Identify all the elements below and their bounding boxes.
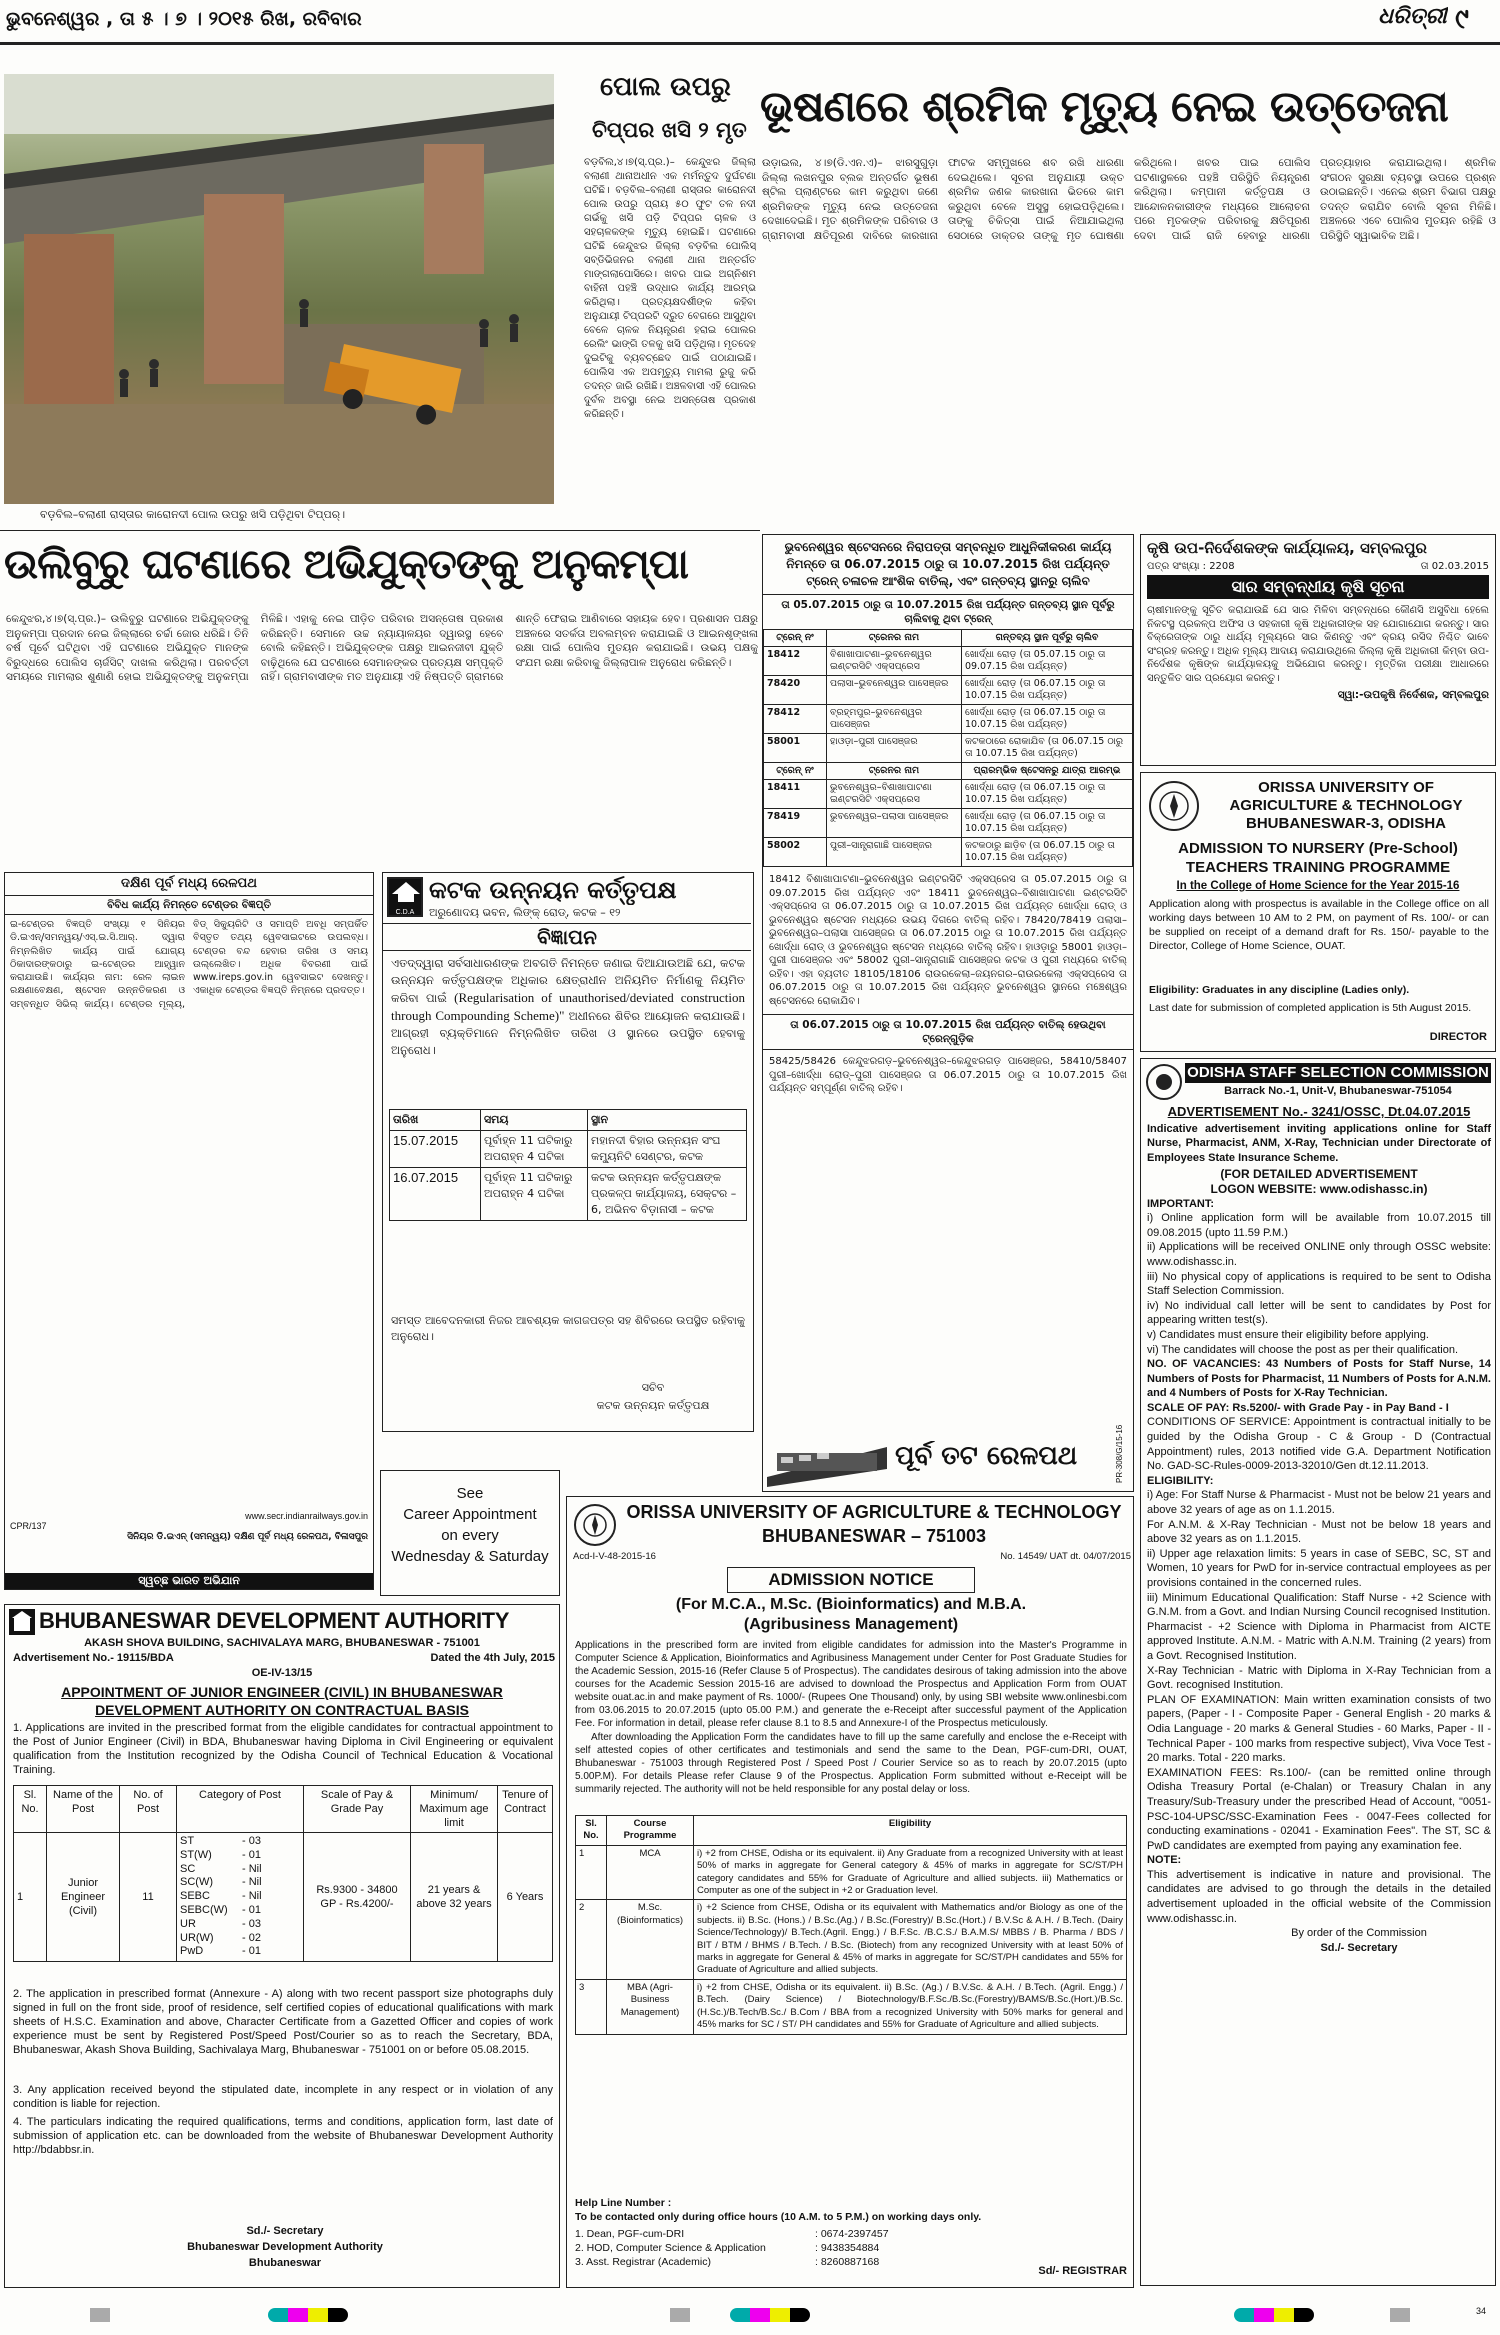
table-row: 18411 ଭୁବନେଶ୍ୱର–ବିଶାଖାପାଟଣା ଇଣ୍ଟରସିଟି ଏକ୍ସପ୍ରେସ ଖୋର୍ଦ୍ଧା ରୋଡ଼ (ତା 06.07.15 ଠାରୁ ତା 10.07.15 ରିଖ ପର୍ଯ୍ୟନ୍ତ) <box>764 780 1133 809</box>
th-elig: Eligibility <box>694 1816 1127 1846</box>
th-train-note: ଗନ୍ତବ୍ୟ ସ୍ଥାନ ପୂର୍ବରୁ ଚାଲିବ <box>961 630 1132 647</box>
photo-caption: ବଡ଼ବିଲ–ବଲାଣୀ ରାସ୍ତାର କାରୋନଦୀ ପୋଲ ଉପରୁ ଖସି ପଡ଼ିଥିବା ଟିପ୍ପର୍‌। <box>40 508 346 521</box>
table-row: 18412 ବିଶାଖାପାଟଣା–ଭୁବନେଶ୍ୱର ଇଣ୍ଟରସିଟି ଏକ୍ସପ୍ରେସ ଖୋର୍ଦ୍ଧା ରୋଡ଼ (ତା 05.07.15 ଠାରୁ ତା 09.07.15 ରିଖ ପର୍ଯ୍ୟନ୍ତ) <box>764 647 1133 676</box>
ouat-help-head: Help Line Number : <box>575 2197 672 2209</box>
ossc-imp: IMPORTANT: <box>1147 1197 1215 1210</box>
krushi-memo-date: ତା 02.03.2015 <box>1420 561 1489 572</box>
ouat-adm-notice: ADMISSION NOTICE <box>727 1567 975 1593</box>
bda-p4: 4. The particulars indicating the required qualifications, terms and conditions, application form, last date of submission of application etc. can be downloaded from the website of Bhubaneswar Development Authority http://bdabbsr.in. <box>13 2116 553 2156</box>
th-time: ସମୟ <box>481 1110 588 1131</box>
ossc-title: ODISHA STAFF SELECTION COMMISSION <box>1185 1063 1491 1083</box>
secr-banner: ସ୍ୱଚ୍ଛ ଭାରତ ଅଭିଯାନ <box>5 1573 373 1589</box>
table-row: 3 MBA (Agri-Business Management) i) +2 from CHSE, Odisha or its equivalent. ii) B.Sc. (Ag.) / B.V.Sc. & A.H. / B.Tech. (Agril. Engg.) / B.Tech. (Dairy Science) / Biotechnology/B.F.Sc./B.Sc.(Forestry)/BAMS/B.Sc.(Hort.)/B.Sc.(H.Sc.)/B.Tech/B.Sc./ B.Com / BBA from a recognized University with 50% marks for general and 45% marks for SC / ST/ PH candidates and 55% for Graduate of Agriculture and allied subjects. <box>576 1979 1127 2034</box>
footer-page: 34 <box>1476 2306 1487 2316</box>
table-row: 1 MCA i) +2 from CHSE, Odisha or its equivalent. ii) Any Graduate from a recognized University with at least 50% of marks in aggregate for General category & 45% of marks in aggregate for SC/ST/PH category candidates and 55% for Graduate of Agriculture and allied subjects. iii) Mathematics or Computer as one of the subject in +2 or Graduation level. <box>576 1845 1127 1900</box>
krushi-notice <box>1140 534 1496 766</box>
secr-tender-notice <box>4 872 374 1590</box>
accident-photo <box>4 74 554 504</box>
ossc-addr: Barrack No.-1, Unit-V, Bhubaneswar-751054 <box>1224 1085 1452 1097</box>
ouat-nursery-head-2: TEACHERS TRAINING PROGRAMME <box>1185 859 1451 876</box>
ouat-contact: 1. Dean, PGF-cum-DRI : 0674-2397457 2. HOD, Computer Science & Application : 9438354884 3. Asst. Registrar (Academic) : 8260887168 <box>575 2228 889 2268</box>
ouat-help-sub: To be contacted only during office hours (10 A.M. to 5 P.M.) on working days only. <box>575 2211 982 2223</box>
ossc-scale: SCALE OF PAY: Rs.5200/- with Grade Pay - in Pay Band - I <box>1147 1401 1449 1414</box>
ouat-adm-table <box>575 1815 1127 2035</box>
registration-mark <box>1390 2308 1410 2322</box>
cda-table <box>389 1109 747 1221</box>
secr-web: www.secr.indianrailways.gov.in <box>245 1511 368 1521</box>
bda-title: BHUBANESWAR DEVELOPMENT AUTHORITY <box>39 1608 509 1633</box>
ossc-by: By order of the Commission <box>1291 1927 1427 1940</box>
krushi-body: ଚାଷୀମାନଙ୍କୁ ସୂଚିତ କରାଯାଉଛି ଯେ ସାର ମିଳିବା ସମ୍ବନ୍ଧରେ କୌଣସି ଅସୁବିଧା ହେଲେ ନିକଟସ୍ଥ ପ୍ରକଳ୍ପ ଅଫିସ ଓ ସହକାରୀ କୃଷି ଅଧିକାରୀଙ୍କ ସହ ଯୋଗାଯୋଗ କରନ୍ତୁ। ସାର ବିକ୍ରେତାଙ୍କ ଠାରୁ ଧାର୍ଯ୍ୟ ମୂଲ୍ୟରେ ସାର କିଣନ୍ତୁ ଏବଂ କ୍ରୟ ରସିଦ ନିଶ୍ଚିତ ଭାବେ ସଂଗ୍ରହ କରନ୍ତୁ। ଅଧିକ ମୂଲ୍ୟ ଆଦାୟ କରାଯାଉଥିଲେ ଜିଲ୍ଲା କୃଷି ଅଧିକାରୀ କିମ୍ବା ଉପ-ନିର୍ଦେଶକ କୃଷିଙ୍କ କାର୍ଯ୍ୟାଳୟକୁ ଅଭିଯୋଗ କରନ୍ତୁ। ମୃତ୍ତିକା ପରୀକ୍ଷା ଆଧାରରେ ସନ୍ତୁଳିତ ସାର ପ୍ରୟୋଗ କରନ୍ତୁ। <box>1147 605 1489 684</box>
cda-notice: ବିଜ୍ଞାପନ <box>383 923 751 951</box>
ouat-nursery-org-1: ORISSA UNIVERSITY OF <box>1258 779 1434 796</box>
bda-dated: Dated the 4th July, 2015 <box>430 1652 555 1664</box>
ouat-adm-logo-icon <box>573 1503 617 1547</box>
ouat-adm-sub-2: (Agribusiness Management) <box>743 1616 959 1633</box>
story2-headline: ଭୂଷଣରେ ଶ୍ରମିକ ମୃତ୍ୟୁ ନେଇ ଉତ୍ତେଜନା <box>760 82 1448 132</box>
see-line-3: on every <box>441 1527 499 1544</box>
railway-pr: PR-308/G/15-16 <box>1115 1424 1124 1483</box>
railway-notice <box>762 534 1134 1492</box>
th-sl: Sl. No. <box>576 1816 607 1846</box>
secr-subtitle: ବିବିଧ କାର୍ଯ୍ୟ ନିମନ୍ତେ ଟେଣ୍ଡର ବିଜ୍ଞପ୍ତି <box>5 896 373 915</box>
th-place: ସ୍ଥାନ <box>588 1110 747 1131</box>
ossc-elig: For A.N.M. & X-Ray Technician - Must not be below 18 years and above 32 years as on 1.1.2015. <box>1147 1518 1491 1546</box>
story3-headline: ଉଲିବୁରୁ ଘଟଣାରେ ଅଭିଯୁକ୍ତଙ୍କୁ ଅନୁକମ୍ପା <box>4 540 688 588</box>
bda-adv-no: Advertisement No.- 19115/BDA <box>13 1652 174 1664</box>
secr-body: ଇ-ଟେଣ୍ଡର ବିଜ୍ଞପ୍ତି ସଂଖ୍ୟା ୧ ସିନିୟର ଡି.ଇଏନ୍‌/ସମନ୍ୱୟ/ଏସ୍‌.ଇ.ସି.ଆର୍‌. ଦ୍ୱାରା ନିମ୍ନଲିଖିତ କାର୍ଯ୍ୟ ପାଇଁ ଯୋଗ୍ୟ ଠିକାଦାରଙ୍କଠାରୁ ଇ-ଟେଣ୍ଡର ଆହ୍ୱାନ କରାଯାଉଛି। କାର୍ଯ୍ୟର ନାମ: ରେଳ ଲାଇନ ରକ୍ଷଣାବେକ୍ଷଣ, ଷ୍ଟେସନ ଉନ୍ନତିକରଣ ଓ ସମ୍ବନ୍ଧିତ ସିଭିଲ୍‌ କାର୍ଯ୍ୟ। ଟେଣ୍ଡର ମୂଲ୍ୟ, ବିଡ୍‌ ସିକ୍ୟୁରିଟି ଓ ସମାପ୍ତି ଅବଧି ସମ୍ପର୍କିତ ବିସ୍ତୃତ ତଥ୍ୟ ୱେବସାଇଟରେ ଉପଲବ୍ଧ। ଟେଣ୍ଡର ବନ୍ଦ ହେବାର ତାରିଖ ଓ ସମୟ ଉଲ୍ଲେଖିତ। ଅଧିକ ବିବରଣୀ ପାଇଁ www.ireps.gov.in ୱେବସାଇଟ ଦେଖନ୍ତୁ। ଏକାଧିକ ଟେଣ୍ଡର ବିଜ୍ଞପ୍ତି ନିମ୍ନରେ ପ୍ରଦତ୍ତ। <box>10 919 368 1010</box>
ossc-ad <box>1140 1058 1496 2286</box>
krushi-subtitle: ସାର ସମ୍ବନ୍ଧୀୟ କୃଷି ସୂଚନା <box>1147 575 1489 599</box>
ouat-logo-icon <box>1147 779 1201 833</box>
table-row: 78419 ଭୁବନେଶ୍ୱର–ପଲାସା ପାସେଞ୍ଜର ଖୋର୍ଦ୍ଧା ରୋଡ଼ (ତା 06.07.15 ଠାରୁ ତା 10.07.15 ରିଖ ପର୍ଯ୍ୟନ୍ତ) <box>764 809 1133 838</box>
cda-logo-text: C.D.A <box>395 909 415 916</box>
ouat-nursery-head-3: In the College of Home Science for the Year 2015-16 <box>1176 880 1460 892</box>
ossc-elig-head: ELIGIBILITY: <box>1147 1474 1214 1487</box>
railway-sec1: ତା 05.07.2015 ଠାରୁ ତା 10.07.2015 ରିଖ ପର୍ଯ୍ୟନ୍ତ ଗନ୍ତବ୍ୟ ସ୍ଥାନ ପୂର୍ବରୁ ଚାଲିବାକୁ ଥିବା ଟ୍ରେନ୍ <box>781 599 1115 625</box>
table-row: 58001 ହାଓଡ଼ା–ପୁରୀ ପାସେଞ୍ଜର କଟକଠାରେ ରୋକାଯିବ (ତା 06.07.15 ଠାରୁ ତା 10.07.15 ରିଖ ପର୍ଯ୍ୟନ୍ତ) <box>764 734 1133 763</box>
th-course: Course Programme <box>607 1816 694 1846</box>
ouat-admission-ad <box>566 1496 1134 2288</box>
ouat-adm-ref: Acd-I-V-48-2015-16 <box>573 1551 656 1562</box>
secr-sign: ସିନିୟର ଡି.ଇଏନ୍‌ (ସମନ୍ୱୟ) ଦକ୍ଷିଣ ପୂର୍ବ ମଧ୍ୟ ରେଳପଥ, ବିଳାସପୁର <box>127 1532 368 1542</box>
bda-sign-1: Sd./- Secretary <box>246 2225 324 2237</box>
ouat-adm-body: Applications in the prescribed form are invited from eligible candidates for admission into the Master's Programme in Computer Science & Application, Bioinformatics and Agribusiness Management under Center for Post Graduate Studies for the Academic Session, 2015-16 (Refer Clause 5 of Prospectus). The candidates desirous of taking admission into the above courses for the Academic Session 2015-16 are advised to download the Prospectus and Application Form from OUAT website ouat.ac.in and make payment of Rs. 1000/- (Rupees One Thousand) only, by using SBI website www.onlinesbi.com from 03.06.2015 to 20.07.2015 (upto 05.00 P.M.) and generate the e-Receipt after successful payment of the Application Fee. For information in detail, please refer clause 8.1 to 8.5 and Annexure-I of the Prospectus meticulously. <box>575 1640 1127 1729</box>
ossc-exam: PLAN OF EXAMINATION: Main written examination consists of two papers, (Paper - I - Composite Paper - General English - 20 marks & Odia Language - 20 marks & General Studies - 60 Marks, Paper - II - Technical Paper - 100 marks from respective subject), Viva Voce Test - 20 marks. Total - 220 marks. <box>1147 1693 1491 1765</box>
registration-mark <box>1234 2308 1314 2322</box>
ossc-intro: Indicative advertisement inviting applications online for Staff Nurse, Pharmacist, ANM, X-Ray, Technician under Directorate of Employees State Insurance Scheme. <box>1147 1122 1491 1164</box>
train-illustration <box>767 1417 887 1487</box>
dateline: ଭୁବନେଶ୍ୱର , ତା ୫ । ୭ । ୨୦୧୫ ରିଖ, ରବିବାର <box>6 8 362 30</box>
railway-para2: 58425/58426 କେନ୍ଦୁଝରଗଡ଼–ଭୁବନେଶ୍ୱର–କେନ୍ଦୁଝରଗଡ଼ ପାସେଞ୍ଜର, 58410/58407 ପୁରୀ–ଖୋର୍ଦ୍ଧା ରୋଡ୍–ପୁରୀ ପାସେଞ୍ଜର ତା 06.07.2015 ଠାରୁ ତା 10.07.2015 ରିଖ ପର୍ଯ୍ୟନ୍ତ ସମ୍ପୂର୍ଣ୍ଣ ବାତିଲ୍ ରହିବ। <box>769 1056 1127 1094</box>
ossc-point: iii) No physical copy of applications is required to be sent to Odisha Staff Selection Commission. <box>1147 1270 1491 1298</box>
page-number: ୯ <box>1455 2 1469 35</box>
ouat-adm-sub-1: (For M.C.A., M.Sc. (Bioinformatics) and M.B.A. <box>675 1596 1027 1613</box>
railway-sec3: ତା 06.07.2015 ଠାରୁ ତା 10.07.2015 ରିଖ ପର୍ଯ୍ୟନ୍ତ ବାତିଲ୍ ହେଉଥିବା ଟ୍ରେନ୍‌ଗୁଡ଼ିକ <box>763 1014 1133 1050</box>
registration-mark <box>670 2308 690 2322</box>
table-row: 15.07.2015 ପୂର୍ବାହ୍ନ 11 ଘଟିକାରୁ ଅପରାହ୍ନ 4 ଘଟିକା ମହାନଦୀ ବିହାର ଉନ୍ନୟନ ସଂଘ କମ୍ୟୁନିଟି ସେଣ୍ଟର, କଟକ <box>390 1131 747 1168</box>
bda-sign-2: Bhubaneswar Development Authority <box>187 2241 383 2253</box>
secr-title: ଦକ୍ଷିଣ ପୂର୍ବ ମଧ୍ୟ ରେଳପଥ <box>5 873 373 896</box>
bda-category-list: ST - 03 ST(W) - 01 SC - Nil SC(W) - Nil SEBC - Nil SEBC(W) - 01 UR - 03 UR(W) - 02 PwD - 01 <box>177 1833 304 1962</box>
table-row: 2 M.Sc. (Bioinformatics) i) +2 Science from CHSE, Odisha or its equivalent with Mathematics and/or Biology as one of the subjects. ii) B.Sc. (Hons.) / B.Sc.(Ag.) / B.Sc.(Forestry)/ B.Sc.(Hort.) / B.V.Sc & A.H. / B.Tech. (Dairy Science/Technology)/ B.Tech.(Agril. Engg.) / B.F.Sc. /B.C.S./ B.A.M.S/ MBBS / B. Pharma / BDS / BIT / BTM / BHMS / B.Tech. / B.Sc. (Biotech) from any recognized University with at least 50% of marks in aggregate for General & 45% of marks in aggregate for SC/ST/PH candidates and 55% for Graduate of Agriculture and allied subjects. <box>576 1900 1127 1979</box>
masthead <box>0 0 1500 42</box>
ouat-adm-no: No. 14549/ UAT dt. 04/07/2015 <box>1000 1551 1131 1562</box>
railway-brand: ପୂର୍ବ ତଟ ରେଳପଥ <box>895 1441 1078 1471</box>
th-train-name: ଟ୍ରେନର ନାମ <box>827 630 962 647</box>
registration-mark <box>730 2308 810 2322</box>
ossc-adv: ADVERTISEMENT No.- 3241/OSSC, Dt.04.07.2015 <box>1167 1104 1471 1119</box>
cda-body-1: ଏତଦ୍‌ଦ୍ୱାରା ସର୍ବସାଧାରଣଙ୍କ ଅବଗତି ନିମନ୍ତେ ଜଣାଇ ଦିଆଯାଉଅଛି ଯେ, କଟକ ଉନ୍ନୟନ କର୍ତ୍ତୃପକ୍ଷଙ୍କ ଅଧିକାର କ୍ଷେତ୍ରାଧୀନ ଅନିୟମିତ ନିର୍ମାଣକୁ ନିୟମିତ କରିବା ପାଇଁ <box>391 956 745 1005</box>
accident-photo-illustration <box>4 74 554 504</box>
th-date: ତାରିଖ <box>390 1110 481 1131</box>
krushi-title: କୃଷି ଉପ-ନିର୍ଦେଶକଙ୍କ କାର୍ଯ୍ୟାଳୟ, ସମ୍ବଲପୁର <box>1147 539 1427 557</box>
story1-kicker-2: ଚିପ୍ପର ଖସି ୨ ମୃତ <box>592 118 747 142</box>
bda-head-1: APPOINTMENT OF JUNIOR ENGINEER (CIVIL) IN BHUBANESWAR <box>61 1684 503 1700</box>
registration-mark <box>90 2308 110 2322</box>
ossc-vacancies: NO. OF VACANCIES: 43 Numbers of Posts for Staff Nurse, 14 Numbers of Posts for Pharmacist, 11 Numbers of Posts for A.N.M. and 4 Numbers of Posts for X-Ray Technician. <box>1147 1358 1491 1400</box>
krushi-sign: ସ୍ୱା:-ଉପକୃଷି ନିର୍ଦେଶକ, ସମ୍ବଲପୁର <box>1337 689 1489 701</box>
see-line-1: See <box>456 1485 484 1502</box>
secr-cpr: CPR/137 <box>10 1521 47 1531</box>
railway-title: ଭୁବନେଶ୍ୱର ଷ୍ଟେସନରେ ନିରାପତ୍ତା ସମ୍ବନ୍ଧିତ ଆଧୁନିକୀକରଣ କାର୍ଯ୍ୟ ନିମନ୍ତେ ତା 06.07.2015 ଠାରୁ ତା 10.07.2015 ରିଖ ପର୍ଯ୍ୟନ୍ତ ଟ୍ରେନ୍ ଚଳାଚଳ ଆଂଶିକ ବାତିଲ୍, ଏବଂ ଗନ୍ତବ୍ୟ ସ୍ଥାନରୁ ଚାଲିବ <box>763 535 1133 595</box>
table-row: 78412 ବ୍ରହ୍ମପୁର–ଭୁବନେଶ୍ୱର ପାସେଞ୍ଜର ଖୋର୍ଦ୍ଧା ରୋଡ଼ (ତା 06.07.15 ଠାରୁ ତା 10.07.15 ରିଖ ପର୍ଯ୍ୟନ୍ତ) <box>764 705 1133 734</box>
railway-table-1 <box>763 629 1133 867</box>
bda-code: OE-IV-13/15 <box>251 1667 313 1679</box>
table-row: 78420 ପଲାସା–ଭୁବନେଶ୍ୱର ପାସେଞ୍ଜର ଖୋର୍ଦ୍ଧା ରୋଡ଼ (ତା 06.07.15 ଠାରୁ ତା 10.07.15 ରିଖ ପର୍ଯ୍ୟନ୍ତ) <box>764 676 1133 705</box>
ouat-adm-sign: Sd/- REGISTRAR <box>1038 2265 1127 2277</box>
bda-p2: 2. The application in prescribed format (Annexure - A) along with two recent passport size photographs duly signed in full on the front side, proof of residence, self certified copies of educational qualifications with mark sheets of H.S.C. Examination and above, Character Certificate from a Gazetted Officer and copies of work experience must be sent by Registered Post/Speed Post/Courier so as to reach the Secretary, BDA, Bhubaneswar, Akash Shova Building, Sachivalaya Marg, Bhubaneswar - 751001 on or before 05.08.2015. <box>13 1988 553 2056</box>
ouat-nursery-last: Last date for submission of completed application is 5th August 2015. <box>1149 1002 1472 1014</box>
ouat-nursery-org-3: BHUBANESWAR-3, ODISHA <box>1245 815 1446 832</box>
cda-sign-2: କଟକ ଉନ୍ନୟନ କର୍ତ୍ତୃପକ୍ଷ <box>596 1399 710 1412</box>
ossc-elig: X-Ray Technician - Matric with Diploma in X-Ray Technician from a Govt. recognised Institution. <box>1147 1664 1491 1692</box>
bda-head-2: DEVELOPMENT AUTHORITY ON CONTRACTUAL BASIS <box>95 1702 469 1718</box>
ossc-elig: Pharmacist - +2 Science with Diploma in Pharmacist from AICTE approved Institute. A.N.M. - Matric with A.N.M. Training (2 years) from a Govt. Recognised Institution. <box>1147 1620 1491 1662</box>
ossc-note-head: NOTE: <box>1147 1854 1182 1867</box>
table-subheader: ଟ୍ରେନ୍ ନଂ ଟ୍ରେନର ନାମ ପ୍ରାରମ୍ଭିକ ଷ୍ଟେସନରୁ ଯାତ୍ରା ଆରମ୍ଭ <box>764 763 1133 780</box>
ossc-point: vi) The candidates will choose the post as per their qualification. <box>1147 1343 1459 1356</box>
bda-ad <box>4 1604 560 2288</box>
ouat-adm-title-1: ORISSA UNIVERSITY OF AGRICULTURE & TECHNOLOGY <box>626 1502 1122 1522</box>
cda-logo-icon <box>387 877 423 917</box>
story3-body: କେନ୍ଦୁଝର,୪।୭(ସ୍‌.ପ୍ର.)– ଉଲିବୁରୁ ଘଟଣାରେ ଅଭିଯୁକ୍ତଙ୍କୁ ଅନୁକମ୍ପା ପ୍ରଦାନ ନେଇ ଜିଲ୍ଲାରେ ଚର୍ଚ୍ଚା ଜୋର ଧରିଛି। ତିନି ବର୍ଷ ପୂର୍ବେ ଘଟିଥିବା ଏହି ଘଟଣାରେ ଅଭିଯୁକ୍ତ ମାନଙ୍କ ବିରୁଦ୍ଧରେ ପୋଲିସ ଚାର୍ଜସିଟ୍‌ ଦାଖଲ କରିଥିଲା। ପରବର୍ତ୍ତୀ ସମୟରେ ମାମଲାର ଶୁଣାଣି ହୋଇ ଅଭିଯୁକ୍ତଙ୍କୁ ଅନୁକମ୍ପା ମିଳିଛି। ଏହାକୁ ନେଇ ପୀଡ଼ିତ ପରିବାର ଅସନ୍ତୋଷ ପ୍ରକାଶ କରିଛନ୍ତି। ସେମାନେ ଉଚ୍ଚ ନ୍ୟାୟାଳୟର ଦ୍ୱାରସ୍ଥ ହେବେ ବୋଲି କହିଛନ୍ତି। ଅଭିଯୁକ୍ତଙ୍କ ପକ୍ଷରୁ ଆଇନଜୀବୀ ଯୁକ୍ତି ବାଢ଼ିଥିଲେ ଯେ ଘଟଣାରେ ସେମାନଙ୍କର ପ୍ରତ୍ୟକ୍ଷ ସମ୍ପୃକ୍ତି ନାହିଁ। ଗ୍ରାମବାସୀଙ୍କ ମତ ଅନୁଯାୟୀ ଏହି ନିଷ୍ପତ୍ତି ଗ୍ରାମରେ ଶାନ୍ତି ଫେରାଇ ଆଣିବାରେ ସହାୟକ ହେବ। ପ୍ରଶାସନ ପକ୍ଷରୁ ଅଞ୍ଚଳରେ ସତର୍କତା ଅବଲମ୍ବନ କରାଯାଇଛି ଓ ଆଇନଶୃଙ୍ଖଳା ରକ୍ଷା ପାଇଁ ପୋଲିସ ମୁତୟନ କରାଯାଇଛି। ଉଭୟ ପକ୍ଷକୁ ସଂଯମ ରକ୍ଷା କରିବାକୁ ଜିଲ୍ଲାପାଳ ଅନୁରୋଧ କରିଛନ୍ତି। <box>6 613 758 683</box>
ouat-adm-title-2: BHUBANESWAR – 751003 <box>761 1526 987 1546</box>
see-line-4: Wednesday & Saturday <box>391 1548 549 1565</box>
bda-addr: AKASH SHOVA BUILDING, SACHIVALAYA MARG, BHUBANESWAR - 751001 <box>84 1637 480 1649</box>
ouat-nursery-head-1: ADMISSION TO NURSERY (Pre-School) <box>1178 840 1458 857</box>
ossc-point: iv) No individual call letter will be sent to candidates by Post for appearing written test(s). <box>1147 1299 1491 1327</box>
ossc-sign: Sd./- Secretary <box>1320 1941 1398 1954</box>
bda-logo-icon <box>9 1609 35 1635</box>
cda-address: ଅରୁଣୋଦୟ ଭବନ, ଲିଙ୍କ୍ ରୋଡ୍, କଟକ – ୧୨ <box>429 906 621 919</box>
th-train-no: ଟ୍ରେନ୍ ନଂ <box>764 630 827 647</box>
ossc-logo-icon <box>1145 1063 1183 1101</box>
ossc-elig: i) Age: For Staff Nurse & Pharmacist - Must not be below 21 years and above 32 years of age as on 1.1.2015. <box>1147 1489 1491 1517</box>
bda-table: Sl. No. Name of the Post No. of Post Category of Post Scale of Pay & Grade Pay Minimum/ Maximum age limit Tenure of Contract 1 Junior Engineer (Civil) 11 ST - 03 ST(W) - 01 SC - Nil SC(W) - Nil SEBC - Nil SEBC(W) - 01 UR - 03 UR(W) - 02 PwD - 01 Rs.9300 - 34800 GP - Rs.4200/- 21 years & above 32 years 6 Years <box>13 1785 553 1962</box>
ouat-nursery-sign: DIRECTOR <box>1429 1031 1487 1043</box>
ossc-web-1: (FOR DETAILED ADVERTISEMENT <box>1220 1167 1418 1182</box>
registration-mark <box>268 2308 348 2322</box>
bda-p1: 1. Applications are invited in the prescribed format from the eligible candidates for contractual appointment to the Post of Junior Engineer (Civil) in BDA, Bhubaneswar having Diploma in Civil Engineering or equivalent qualification from the Institution recognized by the Odisha Council of Technical Education & Vocational Training. <box>13 1722 553 1776</box>
cda-title: କଟକ ଉନ୍ନୟନ କର୍ତ୍ତୃପକ୍ଷ <box>429 876 677 904</box>
ossc-point: v) Candidates must ensure their eligibility before applying. <box>1147 1328 1429 1341</box>
ossc-point: i) Online application form will be available from 10.07.2015 till 09.08.2015 (upto 11.59 P.M.) <box>1147 1212 1491 1239</box>
ouat-nursery-ad <box>1140 772 1496 1052</box>
story2-body: ଉଡ଼ାଇଲ, ୪।୭(ଡି.ଏନ.ଏ)– ଝାରସୁଗୁଡ଼ା ଜିଲ୍ଲା ଲଖନପୁର ବ୍ଲକ ଅନ୍ତର୍ଗତ ଭୂଷଣ ଷ୍ଟିଲ ପ୍ଲାଣ୍ଟରେ କାମ କରୁଥିବା ଜଣେ ଶ୍ରମିକଙ୍କ ମୃତ୍ୟୁ ନେଇ ଉତ୍ତେଜନା ଦେଖାଦେଇଛି। ମୃତ ଶ୍ରମିକଙ୍କ ପରିବାର ଓ ଗ୍ରାମବାସୀ କ୍ଷତିପୂରଣ ଦାବିରେ କାରଖାନା ଫାଟକ ସମ୍ମୁଖରେ ଶବ ରଖି ଧାରଣା ଦେଇଥିଲେ। ସୂଚନା ଅନୁଯାୟୀ ଉକ୍ତ ଶ୍ରମିକ ଜଣକ କାରଖାନା ଭିତରେ କାମ କରୁଥିବା ବେଳେ ଅସୁସ୍ଥ ହୋଇପଡ଼ିଥିଲେ। ତାଙ୍କୁ ଚିକିତ୍ସା ପାଇଁ ନିଆଯାଇଥିଲା ସେଠାରେ ଡାକ୍ତର ତାଙ୍କୁ ମୃତ ଘୋଷଣା କରିଥିଲେ। ଖବର ପାଇ ପୋଲିସ ଘଟଣାସ୍ଥଳରେ ପହଞ୍ଚି ପରିସ୍ଥିତି ନିୟନ୍ତ୍ରଣ କରିଥିଲା। କମ୍ପାନୀ କର୍ତ୍ତୃପକ୍ଷ ଓ ଆନ୍ଦୋଳନକାରୀଙ୍କ ମଧ୍ୟରେ ଆଲୋଚନା ପରେ ମୃତକଙ୍କ ପରିବାରକୁ କ୍ଷତିପୂରଣ ଦେବା ପାଇଁ ରାଜି ହେବାରୁ ଧାରଣା ପ୍ରତ୍ୟାହାର କରାଯାଇଥିଲା। ଶ୍ରମିକ ସଂଗଠନ ସୁରକ୍ଷା ବ୍ୟବସ୍ଥା ଉପରେ ପ୍ରଶ୍ନ ଉଠାଇଛନ୍ତି। ଏନେଇ ଶ୍ରମ ବିଭାଗ ପକ୍ଷରୁ ତଦନ୍ତ କରାଯିବ ବୋଲି ସୂଚନା ମିଳିଛି। ଅଞ୍ଚଳରେ ଏବେ ପୋଲିସ ମୁତୟନ ରହିଛି ଓ ପରିସ୍ଥିତି ସ୍ୱାଭାବିକ ଅଛି। <box>762 157 1496 242</box>
cda-body-en: (Regularisation of unauthorised/deviated construction through Compounding Scheme)" <box>391 990 745 1023</box>
ossc-web-2: LOGON WEBSITE: www.odishassc.in) <box>1210 1181 1428 1196</box>
cda-footer: ସମସ୍ତ ଆବେଦନକାରୀ ନିଜର ଆବଶ୍ୟକ କାଗଜପତ୍ର ସହ ଶିବିରରେ ଉପସ୍ଥିତ ରହିବାକୁ ଅନୁରୋଧ। <box>391 1314 745 1343</box>
table-row: 58002 ପୁରୀ–ସାନ୍ତ୍ରାଗାଛି ପାସେଞ୍ଜର କଟକଠାରୁ ଛାଡ଼ିବ (ତା 06.07.15 ଠାରୁ ତା 10.07.15 ରିଖ ପର୍ଯ୍ୟନ୍ତ) <box>764 838 1133 867</box>
ossc-point: ii) Applications will be received ONLINE only through OSSC website: www.odishassc.in. <box>1147 1241 1491 1268</box>
see-line-2: Career Appointment <box>403 1506 537 1523</box>
table-row: 16.07.2015 ପୂର୍ବାହ୍ନ 11 ଘଟିକାରୁ ଅପରାହ୍ନ 4 ଘଟିକା କଟକ ଉନ୍ନୟନ କର୍ତ୍ତୃପକ୍ଷଙ୍କ ପ୍ରକଳ୍ପ କାର୍ଯ୍ୟାଳୟ, ସେକ୍ଟର – 6, ଅଭିନବ ବିଡ଼ାନାସୀ – କଟକ <box>390 1168 747 1221</box>
ouat-nursery-org-2: AGRICULTURE & TECHNOLOGY <box>1229 797 1463 814</box>
table-row: 1 Junior Engineer (Civil) 11 ST - 03 ST(W) - 01 SC - Nil SC(W) - Nil SEBC - Nil SEBC(W) - 01 UR - 03 UR(W) - 02 PwD - 01 Rs.9300 - 34800 GP - Rs.4200/- 21 years & above 32 years 6 Years <box>14 1833 553 1962</box>
career-appointment-box <box>380 1470 560 1596</box>
ossc-conditions: CONDITIONS OF SERVICE: Appointment is contractual initially to be guided by the Odisha Group - C & Group - D (Contractual Appointment) rules, 2013 notified vide G.A. Department Notification No. GAD-SC-Rules-0009-2013-32010/Gen dt.12.11.2013. <box>1147 1416 1491 1473</box>
ouat-nursery-elig: Eligibility: Graduates in any discipline (Ladies only). <box>1149 984 1410 996</box>
railway-para: 18412 ବିଶାଖାପାଟଣା–ଭୁବନେଶ୍ୱର ଇଣ୍ଟରସିଟି ଏକ୍ସପ୍ରେସ ତା 05.07.2015 ଠାରୁ ତା 09.07.2015 ରିଖ ପର୍ଯ୍ୟନ୍ତ ଏବଂ 18411 ଭୁବନେଶ୍ୱର–ବିଶାଖାପାଟଣା ଇଣ୍ଟରସିଟି ଏକ୍ସପ୍ରେସ ତା 06.07.2015 ଠାରୁ ତା 10.07.2015 ରିଖ ପର୍ଯ୍ୟନ୍ତ ଖୋର୍ଦ୍ଧା ରୋଡ୍ ଓ ଭୁବନେଶ୍ୱର ଷ୍ଟେସନ ମଧ୍ୟରେ ଉଭୟ ଦିଗରେ ବାତିଲ୍ ରହିବ। 78420/78419 ପଲାସା–ଭୁବନେଶ୍ୱର–ପଲାସା ପାସେଞ୍ଜର ତା 06.07.2015 ଠାରୁ ତା 10.07.2015 ରିଖ ପର୍ଯ୍ୟନ୍ତ ଖୋର୍ଦ୍ଧା ରୋଡ୍ ଓ ଭୁବନେଶ୍ୱର ଷ୍ଟେସନ ମଧ୍ୟରେ ବାତିଲ୍ ରହିବ। ହାଓଡ଼ାରୁ 58001 ହାଓଡ଼ା–ପୁରୀ ପାସେଞ୍ଜର ଏବଂ 58002 ପୁରୀ–ସାନ୍ତ୍ରାଗାଛି ପାସେଞ୍ଜର କଟକ ଓ ପୁରୀ ମଧ୍ୟରେ ବାତିଲ୍ ରହିବ। ଏହା ବ୍ୟତୀତ 18105/18106 ରାଉରକେଲା–ଜୟନଗର–ରାଉରକେଲା ଏକ୍ସପ୍ରେସ ତା 06.07.2015 ଠାରୁ ତା 10.07.2015 ରିଖ ପର୍ଯ୍ୟନ୍ତ ଭୁବନେଶ୍ୱର ସ୍ଥାନରେ ମଞ୍ଚେଶ୍ୱର ଷ୍ଟେସନରେ ରୋକାଯିବ। <box>769 874 1127 1007</box>
ouat-adm-body2: After downloading the Application Form the candidates have to fill up the same carefully and enclose the e-Receipt with self attested copies of other certificates and testimonials and send the same to the Dean, PGF-cum-DRI, OUAT, Bhubaneswar - 751003 through Registered Post / Speed Post / Courier Service so as to reach by 20.07.2015 (upto 5.00P.M). For details Please refer Clause 9 of the Prospectus. Application Form submitted without e-Receipt will be summarily rejected. The authority will not be held responsible for any postal delay or loss. <box>575 1732 1127 1795</box>
ossc-elig: iii) Minimum Educational Qualification: Staff Nurse - +2 Science with G.N.M. from a Govt. and Indian Nursing Council recognised Institution. <box>1147 1591 1491 1619</box>
bda-p3: 3. Any application received beyond the stipulated date, incomplete in any respect or in violation of any condition is liable for rejection. <box>13 2084 553 2110</box>
story1-body: ବଡ଼ବିଲ,୪।୭(ସ୍‌.ପ୍ର.)– କେନ୍ଦୁଝର ଜିଲ୍ଲା ବଲାଣୀ ଥାନାଅଧୀନ ଏକ ମର୍ମନ୍ତୁଦ ଦୁର୍ଘଟଣା ଘଟିଛି। ବଡ଼ବିଲ–ବଲାଣୀ ରାସ୍ତାର କାରୋନଦୀ ପୋଲ ଉପରୁ ପ୍ରାୟ ୫୦ ଫୁଟ ତଳ ନଦୀ ଗର୍ଭକୁ ଖସି ପଡ଼ି ଟିପ୍ପର ଚାଳକ ଓ ସହଚାଳକଙ୍କ ମୃତ୍ୟୁ ହୋଇଛି। ଘଟଣାରେ ଘଟିଛି କେନ୍ଦୁଝର ଜିଲ୍ଲା ବଡ଼ବିଲ ପୋଲିସ୍‌ ସବ୍‌ଡିଭିଜନର ବଲାଣୀ ଥାନା ଅନ୍ତର୍ଗତ ମାଙ୍ଗଲାପୋସିରେ। ଖବର ପାଇ ଅଗ୍ନିଶମ ବାହିନୀ ପହଞ୍ଚି ଉଦ୍ଧାର କାର୍ଯ୍ୟ ଆରମ୍ଭ କରିଥିଲା। ପ୍ରତ୍ୟକ୍ଷଦର୍ଶୀଙ୍କ କହିବା ଅନୁଯାୟୀ ଟିପ୍ପରଟି ଦ୍ରୁତ ବେଗରେ ଆସୁଥିବା ବେଳେ ଚାଳକ ନିୟନ୍ତ୍ରଣ ହରାଇ ପୋଲର ରେଲିଂ ଭାଙ୍ଗି ତଳକୁ ଖସି ପଡ଼ିଥିଲା। ମୃତଦେହ ଦୁଇଟିକୁ ବ୍ୟବଚ୍ଛେଦ ପାଇଁ ପଠାଯାଇଛି। ପୋଲିସ ଏକ ଅପମୃତ୍ୟୁ ମାମଲା ରୁଜୁ କରି ତଦନ୍ତ ଜାରି ରଖିଛି। ଅଞ୍ଚଳବାସୀ ଏହି ପୋଲର ଦୁର୍ବଳ ଅବସ୍ଥା ନେଇ ଅସନ୍ତୋଷ ପ୍ରକାଶ କରିଛନ୍ତି। <box>584 157 756 420</box>
ouat-nursery-body: Application along with prospectus is available in the College office on all working days between 10 AM to 2 PM, on payment of Rs. 100/- or can be supplied on receipt of a demand draft for Rs. 150/- payable to the Director, College of Home Science, OUAT. <box>1149 898 1489 952</box>
krushi-memo-no: ପତ୍ର ସଂଖ୍ୟା : 2208 <box>1147 561 1235 572</box>
ossc-fees: EXAMINATION FEES: Rs.100/- (can be remitted online through Odisha Treasury Portal (e-Chalan) or Treasury Chalan in any Treasury/Sub-Treasury under the prescribed Head of Account, "0051-PSC-104-UPSC/SSC-Examination Fees - 0047-Fees collected for conducting examinations - 02041 - Examination Fees". The ST, SC & PwD candidates are exempted from paying any examination fee. <box>1147 1766 1491 1852</box>
cda-ad <box>382 872 754 1432</box>
cda-sign-1: ସଚିବ <box>641 1381 665 1394</box>
story1-kicker-1: ପୋଲ ଉପରୁ <box>600 72 731 102</box>
bda-sign-3: Bhubaneswar <box>248 2257 322 2269</box>
cda-body-2: ଅଧୀନରେ ଶିବିର ଆୟୋଜନ କରାଯାଉଛି। ଆଗ୍ରହୀ ବ୍ୟକ୍ତିମାନେ ନିମ୍ନଲିଖିତ ତାରିଖ ଓ ସ୍ଥାନରେ ଉପସ୍ଥିତ ହେବାକୁ ଅନୁରୋଧ। <box>391 1009 745 1057</box>
paper-logo: ଧରିତ୍ରୀ <box>1378 4 1447 29</box>
ossc-note: This advertisement is indicative in nature and provisional. The candidates are advised to go through the details in the detailed advertisement uploaded in the official website of the Commission www.odishassc.in. <box>1147 1868 1491 1925</box>
ossc-elig: ii) Upper age relaxation limits: 5 years in case of SEBC, SC, ST and Women, 10 years for PwD for in-service contractual employees as per provisions contained in the concerned rules. <box>1147 1547 1491 1589</box>
